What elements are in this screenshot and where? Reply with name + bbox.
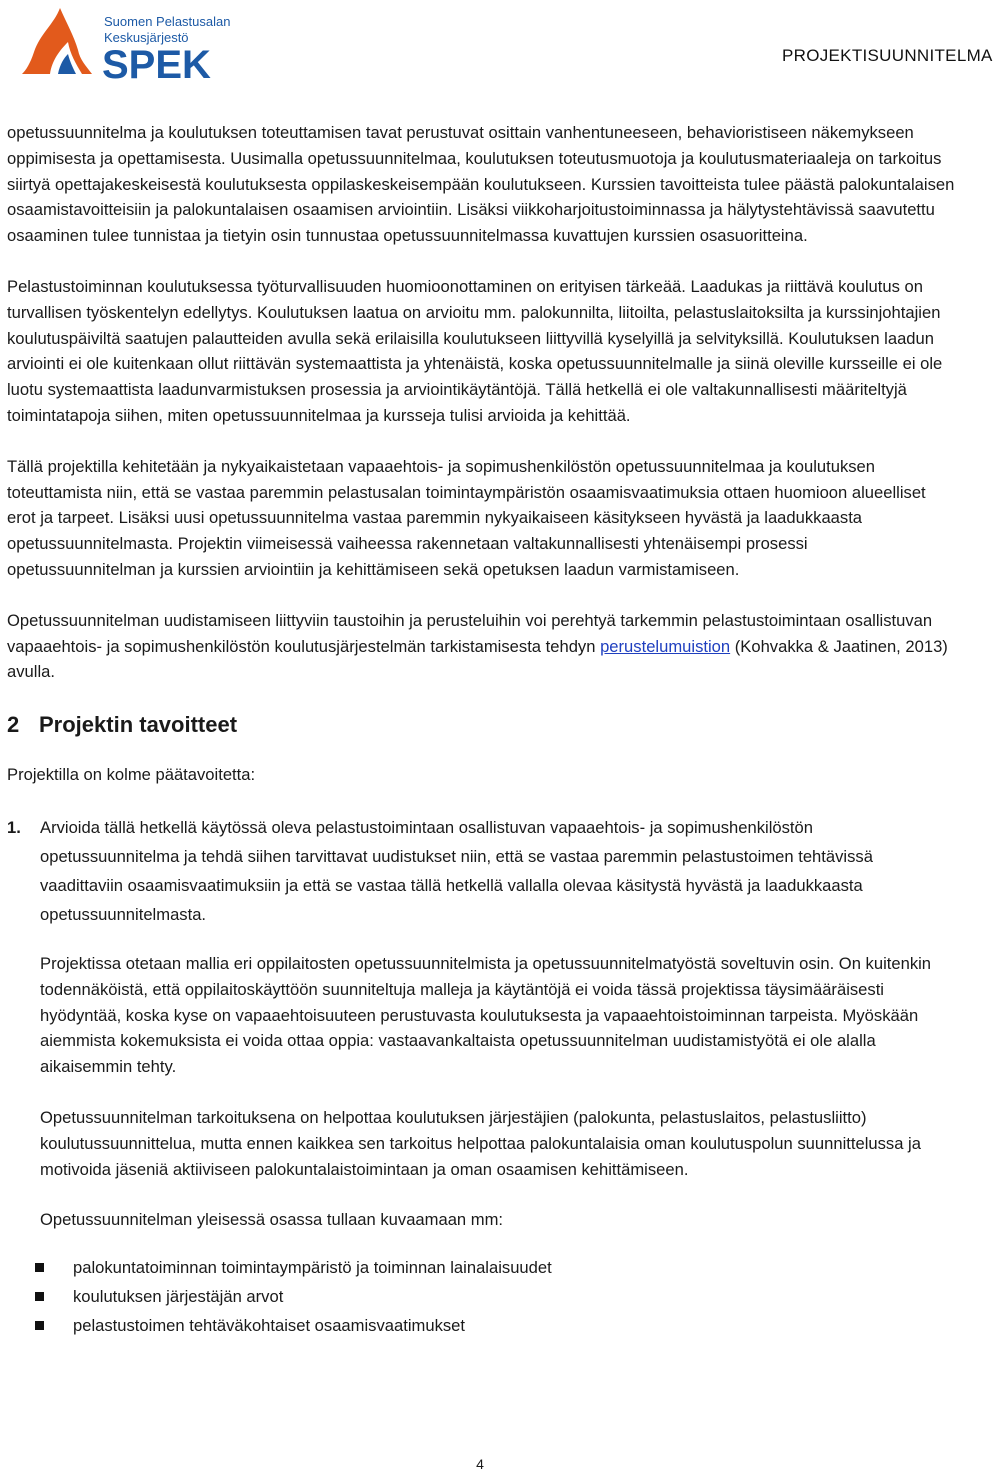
page-number: 4 <box>476 1456 484 1472</box>
reference-text-before: Opetussuunnitelman uudistamiseen liittyviin taustoihin ja perusteluihin voi perehtyä tarkemmin pelastustoimintaan osallistuvan vapaaehtois- ja sopimushenkilöstön koulutusjärjestelmän tarkistamisesta tehdyn <box>7 610 933 656</box>
section-title: Projektin tavoitteet <box>39 712 238 738</box>
spek-flame-icon <box>20 6 231 87</box>
svg-text:Keskusjärjestö: Keskusjärjestö <box>104 30 189 45</box>
square-bullet-icon <box>35 1263 44 1272</box>
reference-text-after: (Kohvakka & Jaatinen, 2013) avulla. <box>7 636 948 682</box>
list-item: palokuntatoiminnan toimintaympäristö ja toiminnan lainalaisuudet <box>40 1253 955 1282</box>
section-number: 2 <box>7 712 20 738</box>
svg-text:Suomen Pelastusalan: Suomen Pelastusalan <box>104 14 231 29</box>
paragraph-general-part: Opetussuunnitelman yleisessä osassa tullaan kuvaamaan mm: <box>40 1210 504 1230</box>
list-item: pelastustoimen tehtäväkohtaiset osaamisvaatimukset <box>40 1311 955 1340</box>
spek-logo <box>20 6 231 87</box>
goal-number: 1. <box>7 817 21 837</box>
goal-text: Arvioida tällä hetkellä käytössä oleva pelastustoimintaan osallistuvan vapaaehtois- ja sopimushenkilöstön opetussuunnitelma ja tehdä siihen tarvittavat uudistukset niin, että se vastaa paremmin pelastustoimen tehtävissä vaadittaviin osaamisvaatimuksiin ja että se vastaa tällä hetkellä vallalla olevaa käsitystä hyvästä ja laadukkaasta opetussuunnitelmasta. <box>40 817 873 924</box>
list-item: koulutuksen järjestäjän arvot <box>40 1282 955 1311</box>
paragraph-models: Projektissa otetaan mallia eri oppilaitosten opetussuunnitelmista ja opetussuunnitelmatyöstä soveltuvin osin. On kuitenkin todennäköistä, että oppilaitoskäyttöön suunniteltuja malleja ja käytäntöjä ei voida tässä projektissa täysimääräisesti hyödyntää, koska kyse on vapaaehtoisuuteen perustuvasta koulutuksesta ja vapaaehtoistoiminnan tarpeista. Myöskään aiemmista kokemuksista ei voida ottaa oppia: vastaavankaltaista opetussuunnitelman uudistamistyötä ei ole alalla aikaisemmin tehty. <box>40 953 932 1077</box>
goal-item <box>7 813 955 929</box>
paragraph-purpose: Opetussuunnitelman tarkoituksena on helpottaa koulutuksen järjestäjien (palokunta, pelastuslaitos, pelastusliitto) koulutussuunnittelua, mutta ennen kaikkea sen tarkoitus helpottaa palokuntalaisia oman koulutuspolun suunnittelussa ja motivoida jäseniä aktiiviseen palokuntalaistoimintaan ja oman osaamisen kehittämiseen. <box>40 1107 921 1179</box>
document-title: PROJEKTISUUNNITELMA <box>782 46 993 65</box>
section-heading <box>7 710 955 740</box>
paragraph-training-quality: Pelastustoiminnan koulutuksessa työturvallisuuden huomioonottaminen on erityisen tärkeää. Laadukas ja riittävä koulutus on turvallisen työskentelyn edellytys. Koulutuksen laatua on arvioitu mm. palokunnilta, liitoilta, pelastuslaitoksilta ja kurssinjohtajien koulutuspäiviltä saatujen palautteiden avulla sekä erilaisilla koulutukseen liittyvillä kyselyillä ja selvityksillä. Koulutuksen laadun arviointi ei ole kuitenkaan ollut riittävän systemaattista ja yhtenäistä, koska opetussuunnitelmalle ja siinä oleville kursseille ei ole luotu systemaattista laadunvarmistuksen prosessia ja arviointikäytäntöjä. Tällä hetkellä ei ole valtakunnallisesti määriteltyjä toimintatapoja siihen, miten opetussuunnitelmaa ja kursseja tulisi arvioida ja kehittää. <box>7 276 943 425</box>
paragraph-project-aim: Tällä projektilla kehitetään ja nykyaikaistetaan vapaaehtois- ja sopimushenkilöstön opetussuunnitelmaa ja koulutuksen toteuttamista niin, että se vastaa paremmin pelastusalan toimintaympäristön osaamisvaatimuksia ottaen huomioon alueelliset erot ja tarpeet. Lisäksi uusi opetussuunnitelma vastaa paremmin nykyaikaiseen käsitykseen hyvästä ja laadukkaasta opetussuunnitelmasta. Projektin viimeisessä vaiheessa rakennetaan valtakunnallisesti yhtenäisempi prosessi opetussuunnitelman ja kurssien arviointiin ja kehittämiseen sekä opetuksen laadun varmistamiseen. <box>7 456 926 579</box>
paragraph-curriculum-background: opetussuunnitelma ja koulutuksen toteuttamisen tavat perustuvat osittain vanhentuneeseen, behavioristiseen näkemykseen oppimisesta ja opettamisesta. Uusimalla opetussuunnitelmaa, koulutuksen toteutusmuotoja ja koulutusmateriaaleja on tarkoitus siirtyä opettajakeskeisestä koulutuksesta oppilaskeskeisempään koulutukseen. Kurssien tavoitteista tulee päästä palokuntalaisen osaamistavoitteisiin ja palokuntalaisen osaamisen arviointiin. Lisäksi viikkoharjoitustoiminnassa ja hälytystehtävissä saavutettu osaaminen tulee tunnistaa ja tietyin osin tunnustaa opetussuunnitelmassa kuvattujen kurssien osasuoritteina. <box>7 123 955 246</box>
square-bullet-icon <box>35 1321 44 1330</box>
page-header <box>0 0 993 100</box>
section-lead: Projektilla on kolme päätavoitetta: <box>7 765 256 785</box>
page-content <box>7 120 955 1340</box>
general-part-list <box>7 1253 955 1340</box>
paragraph-background-reference <box>7 608 955 685</box>
svg-text:SPEK: SPEK <box>102 43 211 87</box>
perustelumuistio-link[interactable]: perustelumuistion <box>600 636 731 656</box>
square-bullet-icon <box>35 1292 44 1301</box>
